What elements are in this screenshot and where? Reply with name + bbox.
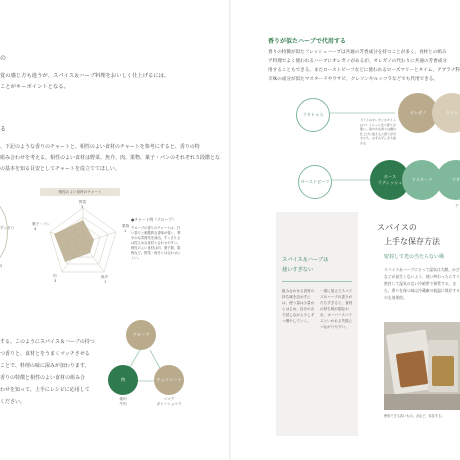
- bottom-line-4: 香りの特徴と相性のよい食材の組み合: [0, 375, 86, 381]
- photo-caption: 使用できる容いもの。点など、存存する。: [384, 414, 445, 418]
- chart-title-bar: [40, 188, 120, 196]
- para-line-3: の基本を知る目安としてチャートを役立ててほしい。: [0, 166, 120, 172]
- row1-note: ドライのオレガノやタイムはフレッシュに比べ香りが強い。爽やかな香りは鍋の仕上げに加えると香りが引き立ち、みずみずしさも加わる: [360, 118, 397, 145]
- chart-title: 相性のよい食材のチャート: [58, 190, 102, 194]
- radar-value-left: 4: [34, 227, 37, 231]
- storage-paragraph: スパイス＆ハーブにとって湿気は大敵。かびなどが発生しないよう、使い終わったらすぐ密封して湿気のない冷暗所で保管する。また、香りを保つ味は冷蔵庫の低温に保存するのも効果的。: [384, 267, 460, 300]
- radar-value-right: 1: [124, 229, 127, 233]
- tip-title-1: スパイス＆ハーブは: [282, 257, 329, 263]
- tip-title-2: 使いすぎない: [282, 267, 314, 273]
- node-horseradish: ホース ラディッシュ: [370, 160, 410, 200]
- radar-label-bottom-right: 魚介: [101, 275, 109, 279]
- radar-value-bottom-right: 1: [104, 280, 107, 284]
- right-para-4: 辛味の成分が似たマスタードやワサビ、クレソンやルッコラなどでも代用できる。: [268, 77, 438, 82]
- radar-label-left: 菓子・パン: [32, 222, 50, 226]
- right-heading: 香りが似たハーブで代用する: [268, 38, 346, 45]
- fragment-heading: の: [0, 55, 7, 62]
- node-wasabi: ワサ: [436, 160, 460, 200]
- section-fragment: る: [0, 126, 7, 133]
- storage-title-2: 上手な保存方法: [384, 237, 440, 246]
- left-edge-value: 2: [0, 264, 3, 268]
- radar-value-bottom-left: 3: [54, 279, 57, 283]
- radar-fill: [54, 220, 94, 262]
- storage-title-1: スパイスの: [377, 223, 417, 232]
- tip-col-2: 一度に加えてスパイス＆ハーブの香りがたちすぎると、食材の持ち味が損なわれ、オーバースパイスといわれる失敗につながりやすい。: [320, 289, 353, 329]
- node-clove: クローブ: [126, 320, 156, 350]
- chart-note-title: ●チャート例（クローブ）: [131, 217, 176, 222]
- para-line-1: 、下記のような香りのチャートと、相性のよい食材のチャートを参考にすると、香りの特: [0, 144, 200, 150]
- bottom-line-3: ことで、料理の味に深みが加わります。: [0, 363, 90, 369]
- right-para-3: 用することもできる。またローストビーフなどに使われるローズマリーとタイム、アブラナ科: [268, 68, 460, 73]
- radar-label-bottom-left: 肉: [53, 274, 57, 278]
- tip-box-edge: [268, 212, 276, 436]
- node-thyme: タイム: [432, 93, 460, 133]
- chart-note: クローブの香りのチャートは、甘い香りと刺激的な香味が強く、華やかな雰囲気を演出。すっきりさは控えめな食材と合わせやすい。相性のよい食材は肉、菓子類、果物など。野菜・魚介とは合わせにくい。: [131, 226, 181, 260]
- bottom-line-2: つ香りと、食材とをうまくマッチさせる: [0, 351, 90, 357]
- node-chocolate: チョコレート: [154, 365, 184, 395]
- partial-radar-left: [0, 200, 8, 264]
- radar-value-top: 3: [81, 205, 84, 209]
- node-oregano: オレガノ: [398, 93, 438, 133]
- intro-line-1: 覚の感じ方も違うが、スパイス＆ハーブ料理をおいしく仕上げるには、: [0, 73, 170, 79]
- right-para-2: ア料理でよく使われるハーブにオレガノがあるが、オレガノの代わりに共通の芳香成分: [268, 59, 447, 64]
- right-para-1: 香りの特徴が似たフレッシュハーブは共通の芳香成分を持つことが多く、食材との組み: [268, 50, 447, 55]
- row2-note: ア: [455, 204, 459, 208]
- radar-chart: [38, 198, 128, 288]
- radar-label-top: 野菜: [79, 200, 87, 204]
- para-line-2: 組み合わせを考える。相性のよい食材は野菜、魚介、肉、果物、菓子・パンのそれぞれ５段階とな: [0, 155, 221, 161]
- bottom-line-6: ください。: [0, 399, 26, 405]
- left-edge-label: すっきり: [0, 226, 15, 230]
- node-mustard: マスタード: [402, 160, 442, 200]
- tip-divider: [282, 281, 352, 282]
- chocolate-examples: ココア ガトーショコラ: [156, 397, 182, 406]
- storage-subtitle: 密封して光の当たらない場: [384, 254, 445, 260]
- intro-line-2: ことがキーポイントとなる。: [0, 84, 69, 90]
- page-fold: [229, 0, 231, 460]
- bottom-line-5: わせを知って、上手にレシピに応用して: [0, 387, 90, 393]
- radar-label-right: 果物: [122, 224, 130, 228]
- storage-photo: [384, 322, 460, 410]
- bottom-line-1: する。このようにスパイス＆ハーブの持つ: [0, 339, 95, 345]
- node-roast-beef: ローストビーフ: [298, 165, 332, 199]
- meat-examples: 焼肉 牛肉: [119, 397, 127, 406]
- node-meat: 肉: [108, 365, 138, 395]
- tip-col-1: 組み合わせる食材の持ち味を活かすには、使う量は少量からはじめ、自分の舌で試しながら少しずつ増やしていく。: [282, 289, 315, 323]
- node-ratatouille: ラタトゥユ: [296, 98, 330, 132]
